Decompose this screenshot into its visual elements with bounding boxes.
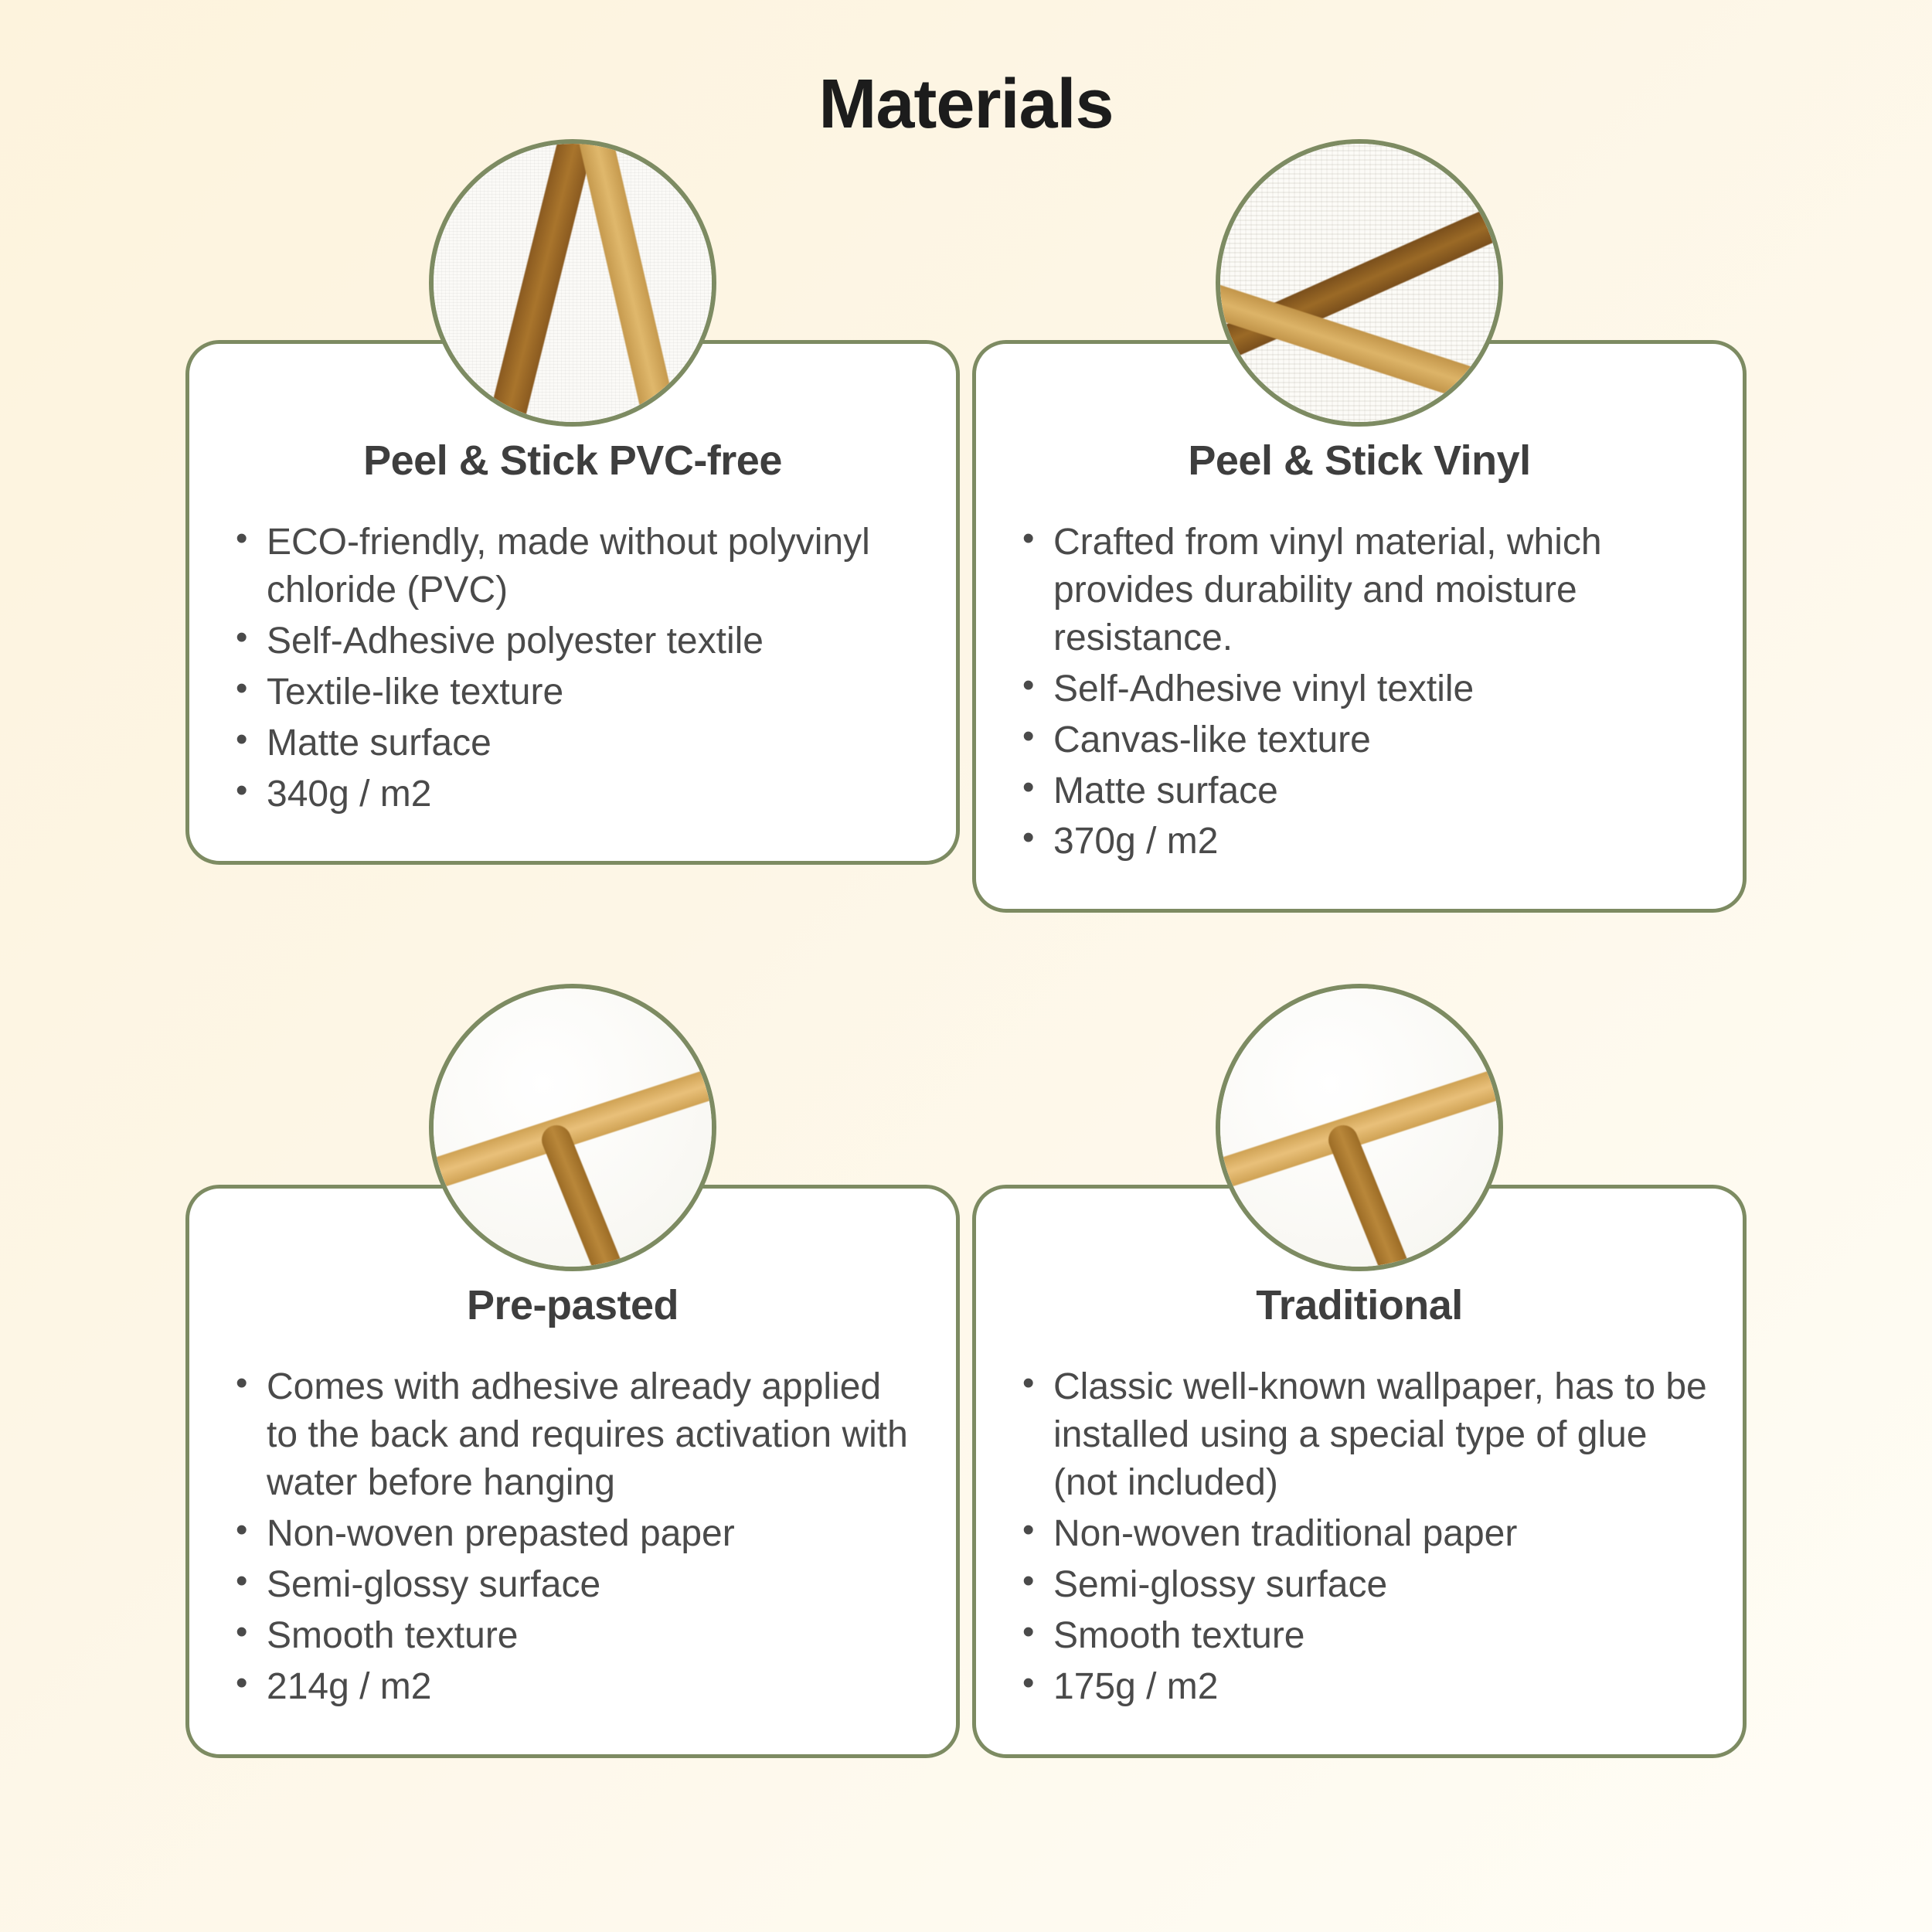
list-item: • 370g / m2: [1010, 818, 1709, 866]
material-cell-peel-stick-pvc-free: [185, 139, 960, 913]
list-item: • Self-Adhesive polyester textile: [223, 617, 922, 665]
list-item: • Classic well-known wallpaper, has to be installed using a special type of glue (not included): [1010, 1363, 1709, 1507]
list-item: • Canvas-like texture: [1010, 716, 1709, 764]
feature-list: [1010, 519, 1709, 866]
materials-grid: [0, 139, 1932, 1758]
list-item: • Semi-glossy surface: [223, 1561, 922, 1609]
material-cell-pre-pasted: [185, 984, 960, 1757]
card-title: Pre-pasted: [466, 1282, 679, 1329]
list-item: • 214g / m2: [223, 1663, 922, 1711]
page-title: Materials: [818, 66, 1114, 143]
list-item: • Crafted from vinyl material, which provides durability and moisture resistance.: [1010, 519, 1709, 662]
fabric-swatch-prepasted-icon: [429, 984, 716, 1271]
material-cell-peel-stick-vinyl: [972, 139, 1747, 913]
list-item: • Matte surface: [223, 719, 922, 767]
feature-list: [223, 519, 922, 818]
list-item: • ECO-friendly, made without polyvinyl chloride (PVC): [223, 519, 922, 614]
list-item: • Non-woven traditional paper: [1010, 1510, 1709, 1558]
list-item: • Smooth texture: [223, 1612, 922, 1660]
feature-list: [1010, 1363, 1709, 1710]
fabric-swatch-traditional-icon: [1216, 984, 1503, 1271]
fabric-swatch-pvc-free-icon: [429, 139, 716, 427]
list-item: • Self-Adhesive vinyl textile: [1010, 665, 1709, 713]
card-title: Peel & Stick Vinyl: [1188, 437, 1531, 484]
list-item: • Comes with adhesive already applied to the back and requires activation with water before hanging: [223, 1363, 922, 1507]
list-item: • Matte surface: [1010, 767, 1709, 815]
list-item: • 340g / m2: [223, 770, 922, 818]
card-title: Peel & Stick PVC-free: [363, 437, 782, 484]
fabric-swatch-vinyl-icon: [1216, 139, 1503, 427]
feature-list: [223, 1363, 922, 1710]
card-title: Traditional: [1256, 1282, 1463, 1329]
material-cell-traditional: [972, 984, 1747, 1757]
list-item: • Textile-like texture: [223, 668, 922, 716]
list-item: • Semi-glossy surface: [1010, 1561, 1709, 1609]
list-item: • Non-woven prepasted paper: [223, 1510, 922, 1558]
list-item: • Smooth texture: [1010, 1612, 1709, 1660]
list-item: • 175g / m2: [1010, 1663, 1709, 1711]
